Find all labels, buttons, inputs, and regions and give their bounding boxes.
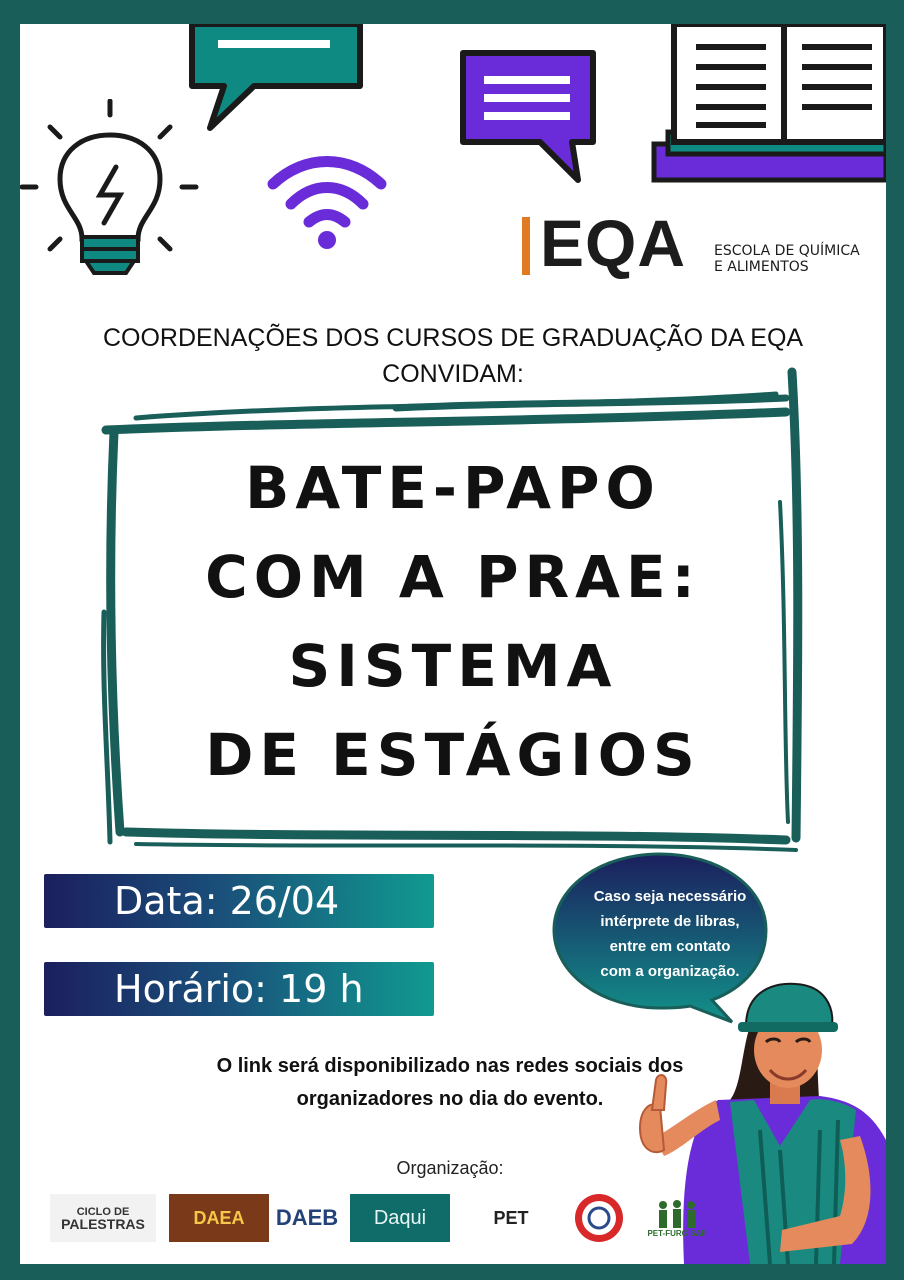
- event-time: Horário: 19 h: [44, 962, 434, 1016]
- sponsor-daea: DAEA: [169, 1194, 269, 1242]
- people-group-icon: [655, 1199, 699, 1229]
- sponsor-daqui: Daqui: [350, 1194, 450, 1242]
- organization-label: Organização:: [396, 1158, 504, 1178]
- lightbulb-icon: [20, 99, 210, 279]
- sponsor-ciclo-palestras: [50, 1194, 156, 1242]
- logo-accent-bar: [522, 217, 530, 275]
- intro-line2: CONVIDAM:: [382, 360, 524, 388]
- title-line2: COM A PRAE:: [205, 543, 701, 611]
- logo-subtitle: [714, 243, 886, 275]
- sponsor-ciclo-bottom: PALESTRAS: [61, 1216, 145, 1232]
- link-info: [170, 1050, 730, 1116]
- sponsor-ciclo-top: CICLO DE: [76, 1206, 130, 1218]
- sponsor-pet-furg-sap: [642, 1194, 712, 1242]
- sponsor-daeb: DAEB: [275, 1205, 339, 1230]
- sponsor-pet: PET: [493, 1207, 529, 1228]
- link-info-line1: O link será disponibilizado nas redes sociais dos: [216, 1055, 684, 1077]
- logo-subtitle-line2: E ALIMENTOS: [714, 259, 809, 275]
- notice-line3: entre em contato: [609, 938, 731, 955]
- logo-subtitle-line1: ESCOLA DE QUÍMICA: [714, 243, 860, 259]
- event-title: [120, 444, 786, 800]
- notice-line1: Caso seja necessário: [593, 888, 747, 905]
- link-info-line2: organizadores no dia do evento.: [296, 1088, 604, 1110]
- sponsor-pet-furg-sap-label: PET-FURG SAP: [647, 1228, 707, 1238]
- notice-line4: com a organização.: [600, 963, 740, 980]
- sponsor-seal: [570, 1194, 628, 1242]
- intro-line1: COORDENAÇÕES DOS CURSOS DE GRADUAÇÃO DA EQA: [102, 324, 804, 352]
- logo-wordmark: EQA: [540, 206, 687, 280]
- title-line3: SISTEMA: [288, 632, 618, 700]
- title-line1: BATE-PAPO: [245, 454, 661, 522]
- open-book-icon: [650, 24, 886, 184]
- sponsor-logos: [48, 1194, 768, 1250]
- wifi-icon: [265, 152, 389, 252]
- event-date: Data: 26/04: [44, 874, 434, 928]
- title-line4: DE ESTÁGIOS: [205, 721, 701, 789]
- notice-line2: intérprete de libras,: [600, 913, 740, 930]
- chat-bubble-icon: [188, 24, 368, 134]
- chat-bubble-purple-icon: [460, 50, 610, 190]
- seal-icon: [573, 1192, 625, 1244]
- eqa-logo: [522, 206, 882, 289]
- poster: [20, 24, 886, 1264]
